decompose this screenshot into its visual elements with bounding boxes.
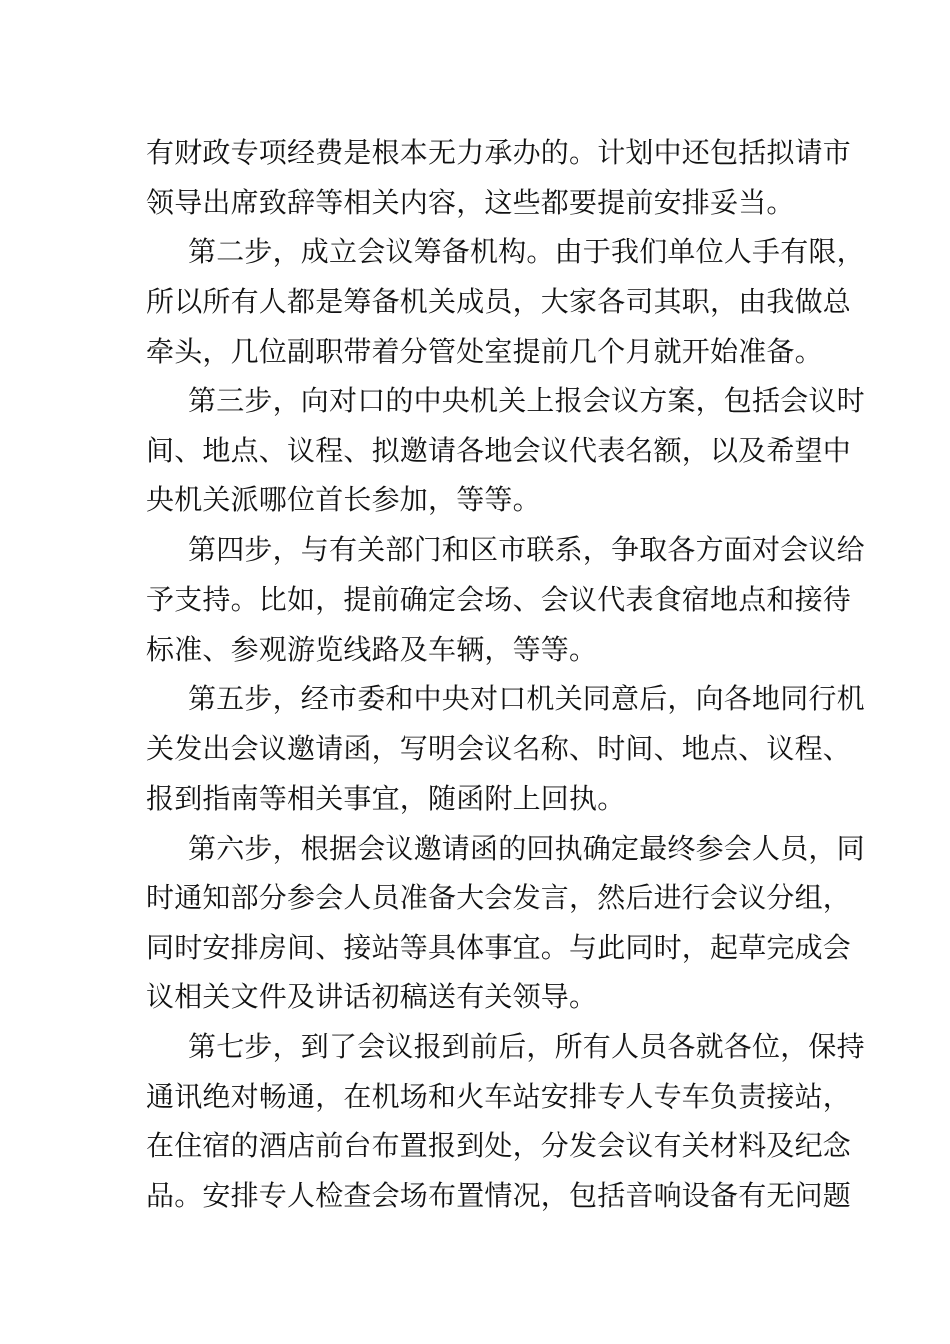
text-line: 关发出会议邀请函，写明会议名称、时间、地点、议程、 xyxy=(146,732,852,765)
paragraph-step-2: 第二步，成立会议筹备机构。由于我们单位人手有限， xyxy=(188,235,865,268)
text-line: 时通知部分参会人员准备大会发言，然后进行会议分组， xyxy=(146,881,852,914)
text-line: 间、地点、议程、拟邀请各地会议代表名额，以及希望中 xyxy=(146,434,852,467)
text-line: 领导出席致辞等相关内容，这些都要提前安排妥当。 xyxy=(146,186,795,219)
paragraph-step-6: 第六步，根据会议邀请函的回执确定最终参会人员，同 xyxy=(188,832,865,865)
text-line: 通讯绝对畅通，在机场和火车站安排专人专车负责接站， xyxy=(146,1080,852,1113)
text-line: 报到指南等相关事宜，随函附上回执。 xyxy=(146,782,626,815)
text-line: 品。安排专人检查会场布置情况，包括音响设备有无问题 xyxy=(146,1179,852,1212)
paragraph-step-3: 第三步，向对口的中央机关上报会议方案，包括会议时 xyxy=(188,384,865,417)
paragraph-step-4: 第四步，与有关部门和区市联系，争取各方面对会议给 xyxy=(188,533,865,566)
text-line: 标准、参观游览线路及车辆，等等。 xyxy=(146,633,598,666)
text-line: 牵头，几位副职带着分管处室提前几个月就开始准备。 xyxy=(146,335,823,368)
text-line: 予支持。比如，提前确定会场、会议代表食宿地点和接待 xyxy=(146,583,852,616)
text-line: 央机关派哪位首长参加，等等。 xyxy=(146,483,541,516)
text-line: 同时安排房间、接站等具体事宜。与此同时，起草完成会 xyxy=(146,931,852,964)
text-line: 在住宿的酒店前台布置报到处，分发会议有关材料及纪念 xyxy=(146,1129,852,1162)
paragraph-step-5: 第五步，经市委和中央对口机关同意后，向各地同行机 xyxy=(188,682,865,715)
text-line: 议相关文件及讲话初稿送有关领导。 xyxy=(146,980,598,1013)
paragraph-step-7: 第七步，到了会议报到前后，所有人员各就各位，保持 xyxy=(188,1030,865,1063)
text-line: 所以所有人都是筹备机关成员，大家各司其职，由我做总 xyxy=(146,285,852,318)
text-line: 有财政专项经费是根本无力承办的。计划中还包括拟请市 xyxy=(146,136,852,169)
